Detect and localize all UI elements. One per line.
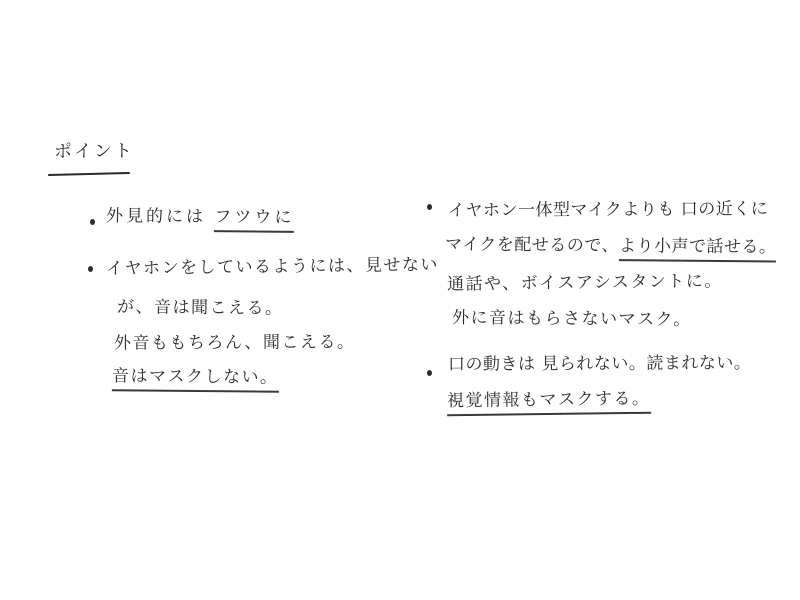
note-line (452, 307, 692, 331)
note-text: 外音ももちろん、聞こえる。 (113, 332, 356, 354)
note-line (112, 365, 279, 389)
note-title: ポイント (53, 140, 135, 163)
note-text: イヤホン一体型マイクよりも 口の近くに (447, 199, 769, 221)
note-line (106, 254, 439, 280)
note-text: 口の動きは 見られない。読まれない。 (447, 353, 752, 375)
note-line (448, 352, 752, 376)
note-line (447, 270, 723, 295)
bullet-dot (90, 219, 95, 225)
bullet-dot (88, 266, 93, 272)
title-underline (48, 172, 130, 176)
note-line (447, 388, 651, 413)
underlined-text: フツウに (214, 207, 294, 233)
underlined-text: 視覚情報もマスクする。 (447, 389, 651, 416)
note-text: 外に音はもらさないマスク。 (451, 307, 692, 331)
note-text: 通話や、ボイスアシスタントに。 (446, 271, 723, 295)
note-line (114, 331, 356, 354)
note-text: が、音は聞こえる。 (116, 297, 284, 319)
note-line (448, 198, 768, 222)
bullet-dot (427, 370, 432, 376)
note-text: 外見的には (105, 206, 215, 228)
note-text: イヤホンをしているようには、見せない (105, 254, 440, 280)
underlined-text: 音はマスクしない。 (112, 366, 279, 392)
note-line (445, 234, 777, 259)
note-text: マイクを配せるので、 (444, 234, 620, 257)
note-line (106, 205, 295, 229)
bullet-dot (427, 204, 432, 210)
underlined-text: より小声で話せる。 (619, 236, 777, 262)
note-line (117, 296, 284, 320)
